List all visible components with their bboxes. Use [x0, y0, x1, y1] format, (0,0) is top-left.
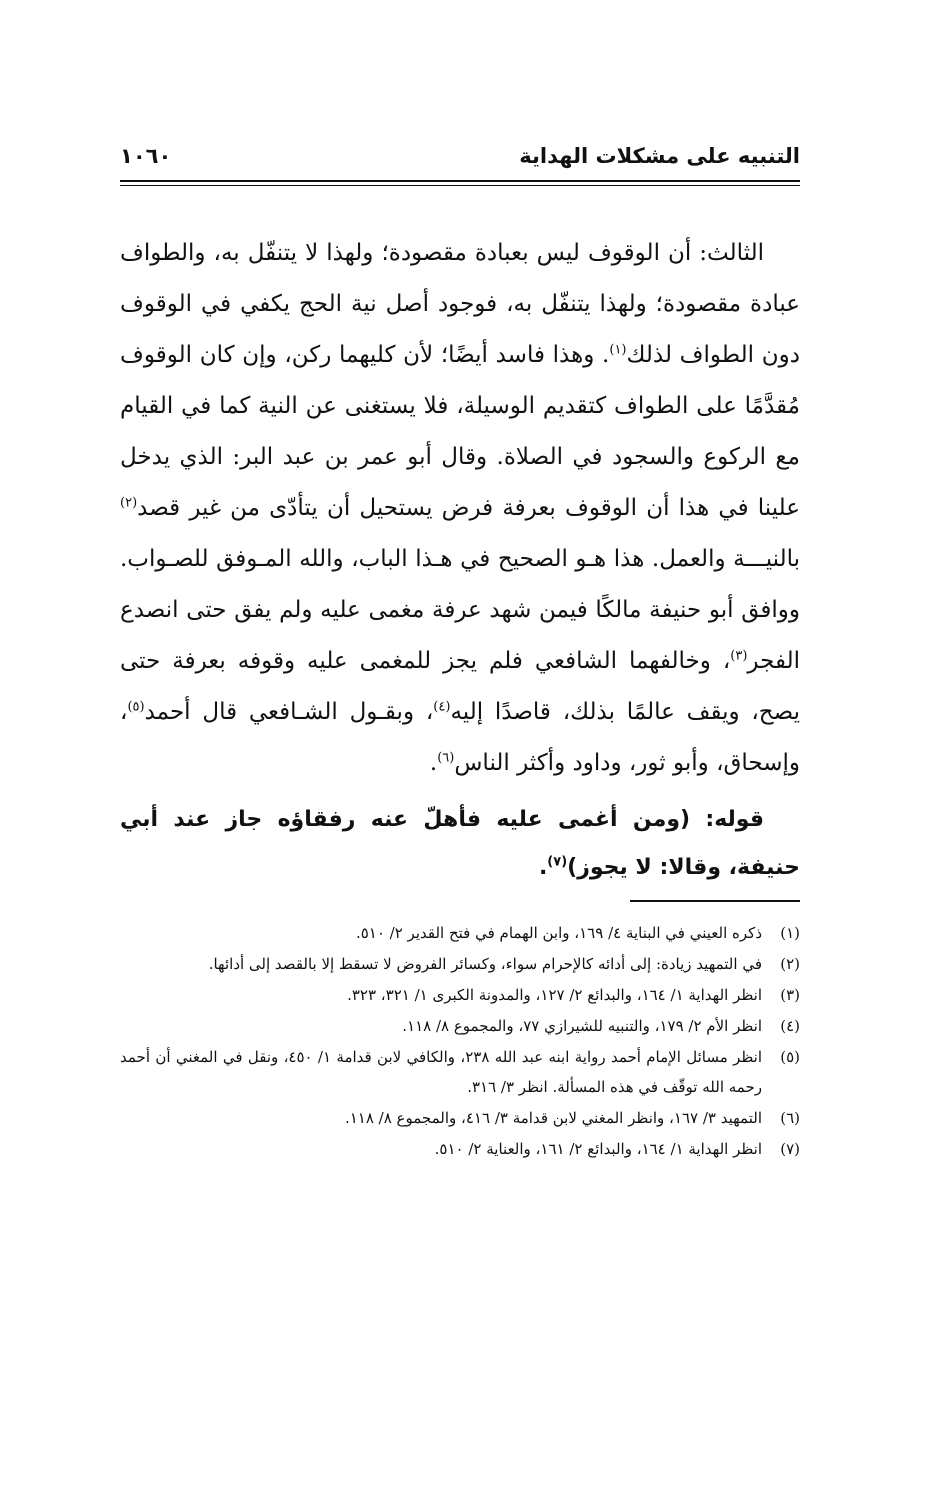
main-paragraph — [120, 228, 800, 789]
quoted-matn — [120, 796, 800, 892]
text-segment: الثالث: أن الوقوف ليس بعبادة مقصودة؛ ولهذا لا يتنفّل به، والطواف عبادة مقصودة؛ ولهذا يتنفّل به، فوجود أصل نية الحج يكفي في الوقوف دون الطواف لذلك — [120, 240, 800, 368]
footnote-number: (٢) — [780, 955, 800, 973]
footnote-item — [120, 1134, 800, 1164]
footnote-text: انظر الأم ٢/ ١٧٩، والتنبيه للشيرازي ٧٧، والمجموع ٨/ ١١٨. — [402, 1017, 762, 1035]
footnote-item — [120, 1042, 800, 1102]
footnote-text: في التمهيد زيادة: إلى أدائه كالإحرام سواء، وكسائر الفروض لا تسقط إلا بالقصد إلى أدائها. — [208, 955, 762, 973]
text-segment: . — [429, 750, 438, 776]
footnote-ref-5[interactable]: (٥) — [127, 699, 145, 715]
footnote-text: التمهيد ٣/ ١٦٧، وانظر المغني لابن قدامة ٣/ ٤١٦، والمجموع ٨/ ١١٨. — [344, 1109, 762, 1127]
footnotes-list — [120, 918, 800, 1165]
footnote-text: انظر الهداية ١/ ١٦٤، والبدائع ٢/ ١٢٧، والمدونة الكبرى ١/ ٣٢١، ٣٢٣. — [347, 986, 762, 1004]
footnote-number: (٦) — [780, 1109, 800, 1127]
header-title: التنبيه على مشكلات الهداية — [519, 144, 800, 168]
page-number: ١٠٦٠ — [120, 144, 172, 168]
footnote-item — [120, 1103, 800, 1133]
footnote-ref-3[interactable]: (٣) — [730, 648, 748, 664]
text-segment: ، وخالفهما الشافعي فلم يجز للمغمى عليه وقوفه بعرفة حتى يصح، ويقف عالمًا بذلك، قاصدًا إليه — [120, 648, 800, 725]
footnote-number: (١) — [780, 924, 800, 942]
footnote-number: (٣) — [780, 986, 800, 1004]
text-segment: بالنيـــة والعمل. هذا هـو الصحيح في هـذا الباب، والله المـوفق للصـواب. ووافق أبو حنيفة مالكًا فيمن شهد عرفة مغمى عليه ولم يفق حتى انصدع الفجر — [120, 546, 800, 674]
footnote-number: (٥) — [780, 1048, 800, 1066]
header-rule-thin — [120, 185, 800, 186]
footnote-ref-1[interactable]: (١) — [609, 342, 627, 358]
quote-end: . — [538, 855, 548, 880]
footnote-text: انظر مسائل الإمام أحمد رواية ابنه عبد الله ٢٣٨، والكافي لابن قدامة ١/ ٤٥٠، ونقل في المغني أن أحمد رحمه الله توقّف في هذه المسألة. انظر ٣/ ٣١٦. — [120, 1048, 762, 1096]
footnote-number: (٤) — [780, 1017, 800, 1035]
running-header — [120, 140, 800, 180]
footnote-item — [120, 980, 800, 1010]
footnote-item — [120, 1011, 800, 1041]
main-text — [120, 228, 800, 789]
footnote-ref-7[interactable]: (٧) — [547, 854, 568, 870]
header-rule — [120, 180, 800, 182]
footnote-item — [120, 918, 800, 948]
footnote-item — [120, 949, 800, 979]
footnote-text: ذكره العيني في البناية ٤/ ١٦٩، وابن الهمام في فتح القدير ٢/ ٥١٠. — [355, 924, 762, 942]
footnote-text: انظر الهداية ١/ ١٦٤، والبدائع ٢/ ١٦١، والعناية ٢/ ٥١٠. — [434, 1140, 762, 1158]
text-segment: ، وبقـول الشـافعي قال أحمد — [144, 699, 434, 725]
footnote-number: (٧) — [780, 1140, 800, 1158]
quote-text: قوله: (ومن أغمى عليه فأهلّ عنه رفقاؤه جاز عند أبي حنيفة، وقالا: لا يجوز) — [120, 807, 800, 880]
text-segment: ، وإسحاق، وأبو ثور، وداود وأكثر الناس — [120, 699, 800, 776]
footnote-ref-6[interactable]: (٦) — [437, 750, 455, 766]
footnote-ref-2[interactable]: (٢) — [120, 495, 138, 511]
text-segment: . وهذا فاسد أيضًا؛ لأن كليهما ركن، وإن كان الوقوف مُقدَّمًا على الطواف كتقديم الوسيلة، فلا يستغنى عن النية كما في القيام مع الركوع والسجود في الصلاة. وقال أبو عمر بن عبد البر: الذي يدخل علينا في هذا أن الوقوف بعرفة فرض يستحيل أن يتأدّى من غير قصد — [120, 342, 800, 521]
footnote-separator — [630, 900, 800, 902]
footnote-ref-4[interactable]: (٤) — [433, 699, 451, 715]
